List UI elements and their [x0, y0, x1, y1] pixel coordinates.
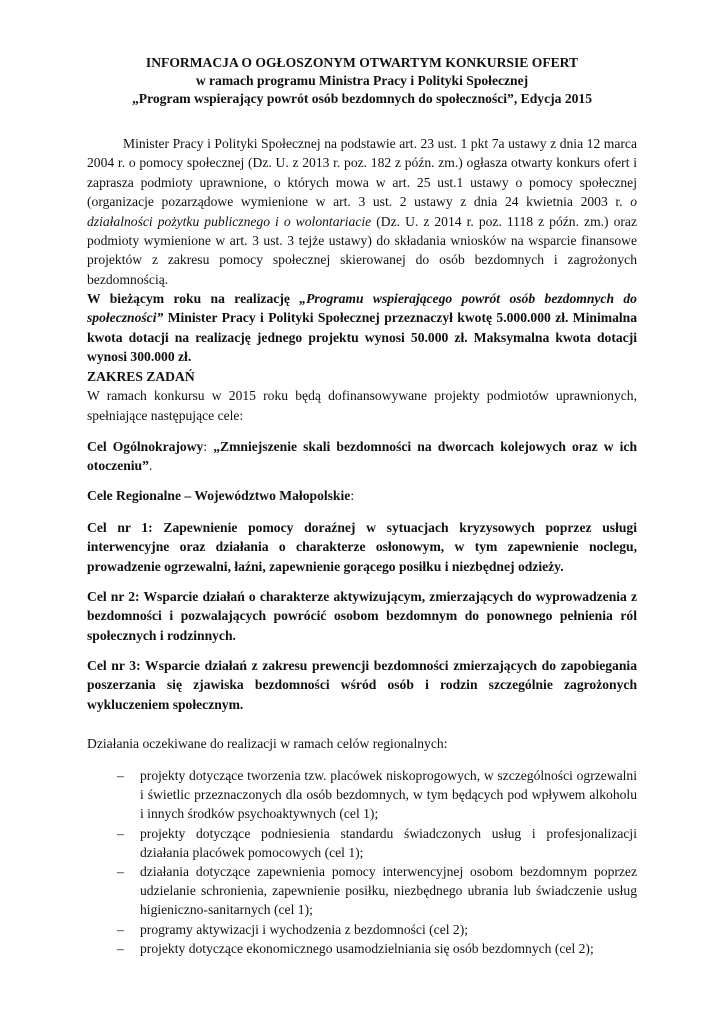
national-goal-end: .: [148, 458, 153, 474]
title-line-3: „Program wspierający powrót osób bezdomnych do społeczności”, Edycja 2015: [131, 91, 593, 106]
intro-paragraph: [87, 134, 637, 289]
intro-text-2: (Dz. U. z 2014 r. poz. 1118 z późn. zm.) oraz podmioty wymienione w art. 3 ust. 3 tejże ustawy) do składania wniosków na wsparcie finansowe projektów z zakresu pomocy społecznej skierowanej do osób bezdomnych i zagrożonych bezdomnością.: [87, 213, 637, 287]
list-item: [87, 920, 637, 939]
goal-1: Cel nr 1: Zapewnienie pomocy doraźnej w sytuacjach kryzysowych poprzez usługi interwencyjne oraz działania o charakterze osłonowym, w tym zapewnienie noclegu, prowadzenie ogrzewalni, łaźni, zapewnienie gorącego posiłku i niezbędnej odzieży.: [87, 520, 637, 574]
document-title: [60, 54, 664, 108]
national-goal-label: Cel Ogólnokrajowy: [87, 439, 204, 454]
dash-marker: –: [117, 940, 124, 956]
national-goal-colon: :: [203, 439, 208, 454]
title-line-1: INFORMACJA O OGŁOSZONYM OTWARTYM KONKURSIE OFERT: [145, 55, 579, 70]
actions-intro: Działania oczekiwane do realizacji w ramach celów regionalnych:: [87, 736, 448, 751]
intro-text-1: Minister Pracy i Polityki Społecznej na podstawie art. 23 ust. 1 pkt 7a ustawy z dnia 12 marca 2004 r. o pomocy społecznej (Dz. U. z 2013 r. poz. 182 z późn. zm.) ogłasza otwarty konkurs ofert i zaprasza podmioty uprawnione, o których mowa w art. 25 ust.1 ustawy o pomocy społecznej (organizacje pozarządowe wymienione w art. 3 ust. 2 ustawy z dnia 24 kwietnia 2003 r.: [87, 136, 637, 210]
list-item: [87, 766, 637, 824]
scope-heading: ZAKRES ZADAŃ: [87, 369, 195, 384]
title-line-2: w ramach programu Ministra Pracy i Polityki Społecznej: [195, 73, 529, 88]
funding-text-1: W bieżącym roku na realizację: [87, 291, 290, 306]
dash-marker: –: [117, 825, 124, 841]
national-goal-text: „Zmniejszenie skali bezdomności na dworcach kolejowych oraz w ich otoczeniu”: [87, 439, 638, 474]
dash-marker: –: [117, 864, 124, 880]
regional-label: Cele Regionalne – Województwo Małopolskie: [87, 488, 351, 503]
intro-act-title: o działalności pożytku publicznego i o wolontariacie: [87, 194, 637, 229]
scope-section: [87, 367, 637, 425]
list-item-text: projekty dotyczące ekonomicznego usamodzielniania się osób bezdomnych (cel 2);: [140, 940, 594, 956]
national-goal: [87, 437, 637, 476]
dash-marker: –: [117, 768, 124, 783]
goal-2: Cel nr 2: Wsparcie działań o charakterze aktywizującym, zmierzających do wyprowadzenia z bezdomności i pozwalających powrócić osobom bezdomnym do ponownego pełnienia ról społecznych i rodzinnych.: [87, 589, 637, 643]
goal-3: Cel nr 3: Wsparcie działań z zakresu prewencji bezdomności zmierzających do zapobiegania poszerzania się zjawiska bezdomności wśród osób i rodzin szczególnie zagrożonych wykluczeniem społecznym.: [87, 658, 637, 712]
list-item-text: działania dotyczące zapewnienia pomocy interwencyjnej osobom bezdomnym poprzez udzielanie schronienia, zapewnienie posiłku, niezbędnego ubrania lub świadczenie usług higieniczno-sanitarnych (cel 1);: [140, 864, 637, 918]
funding-text-2: Minister Pracy i Polityki Społecznej przeznaczył kwotę 5.000.000 zł. Minimalna kwota dotacji na realizację jednego projektu wynosi 50.000 zł. Maksymalna kwota dotacji wynosi 300.000 zł.: [87, 310, 637, 365]
list-item-text: projekty dotyczące podniesienia standardu świadczonych usług i profesjonalizacji działania placówek pomocowych (cel 1);: [140, 825, 637, 860]
regional-goals-heading: [87, 486, 637, 505]
list-item: [87, 824, 637, 862]
scope-text: W ramach konkursu w 2015 roku będą dofinansowywane projekty podmiotów uprawnionych, spełniające następujące cele:: [87, 388, 637, 423]
regional-colon: :: [350, 488, 355, 503]
list-item-text: programy aktywizacji i wychodzenia z bezdomności (cel 2);: [140, 921, 469, 937]
dash-marker: –: [117, 921, 124, 937]
actions-list: [87, 766, 637, 958]
list-item: [87, 862, 637, 920]
list-item: [87, 939, 637, 958]
list-item-text: projekty dotyczące tworzenia tzw. placówek niskoprogowych, w szczególności ogrzewalni i świetlic przeznaczonych dla osób bezdomnych, w tym będących pod wpływem alkoholu i innych środków psychoaktywnych (cel 1);: [140, 768, 637, 822]
funding-program-name: „Programu wspierającego powrót osób bezdomnych do społeczności”: [87, 291, 637, 326]
funding-paragraph: [87, 289, 637, 367]
